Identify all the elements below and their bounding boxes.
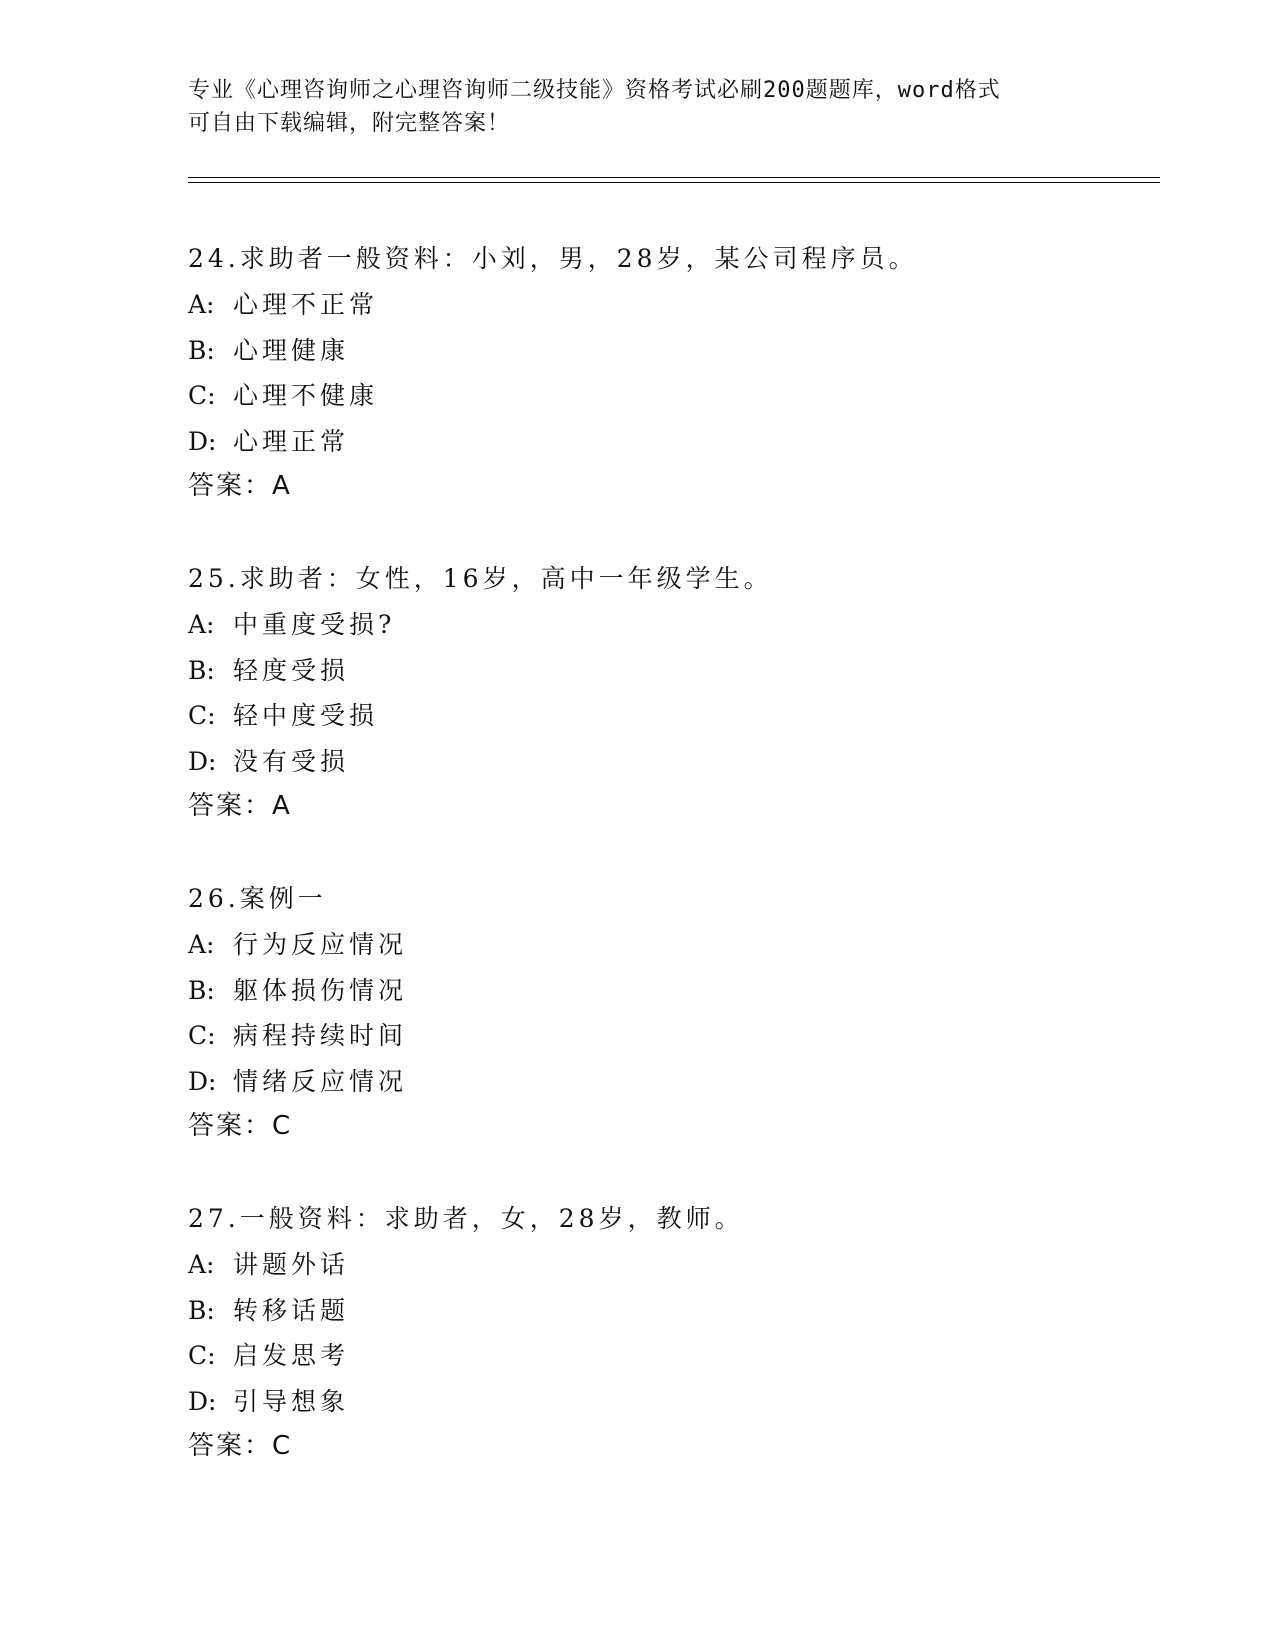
- question-stem: 24.求助者一般资料：小刘，男，28岁，某公司程序员。: [188, 244, 918, 273]
- option-a: [188, 922, 1188, 968]
- option-d: [188, 1379, 1188, 1425]
- option-a: [188, 282, 1188, 328]
- question-stem: 27.一般资料：求助者，女，28岁，教师。: [188, 1204, 744, 1233]
- question-stem: 26.案例一: [188, 884, 327, 913]
- option-d: [188, 739, 1188, 785]
- option-text: 病程持续时间: [233, 1021, 408, 1050]
- option-key: A:: [188, 930, 215, 959]
- option-text: 心理不健康: [233, 381, 379, 410]
- option-text: 没有受损: [233, 746, 350, 776]
- question-list: [188, 236, 1188, 1516]
- option-text: 轻度受损: [233, 655, 350, 685]
- option-c: [188, 373, 1188, 419]
- question-25: [188, 556, 1188, 876]
- answer-line: 答案：A: [188, 471, 292, 501]
- option-key: B:: [188, 335, 215, 365]
- option-text: 心理不正常: [233, 290, 379, 319]
- option-text: 心理健康: [233, 335, 350, 365]
- option-d: [188, 419, 1188, 465]
- option-c: [188, 693, 1188, 739]
- question-stem: 25.求助者：女性，16岁，高中一年级学生。: [188, 564, 773, 593]
- option-a: [188, 1242, 1188, 1288]
- option-c: [188, 1333, 1188, 1379]
- answer-line: 答案：A: [188, 791, 292, 821]
- option-key: C:: [188, 1341, 216, 1370]
- option-b: [188, 1288, 1188, 1334]
- option-text: 心理正常: [233, 426, 350, 456]
- option-text: 讲题外话: [233, 1250, 350, 1279]
- option-text: 情绪反应情况: [233, 1066, 408, 1096]
- option-key: C:: [188, 701, 216, 730]
- option-key: D:: [188, 746, 217, 776]
- document-header: [188, 74, 1088, 140]
- answer-line: 答案：C: [188, 1111, 293, 1141]
- option-text: 引导想象: [233, 1386, 350, 1416]
- option-text: 转移话题: [233, 1295, 350, 1325]
- answer-line: 答案：C: [188, 1431, 293, 1461]
- option-text: 躯体损伤情况: [233, 975, 408, 1005]
- header-divider-bottom: [188, 182, 1160, 183]
- option-a: [188, 602, 1188, 648]
- option-d: [188, 1059, 1188, 1105]
- option-b: [188, 648, 1188, 694]
- option-key: B:: [188, 975, 215, 1005]
- option-key: C:: [188, 381, 216, 410]
- option-key: A:: [188, 290, 215, 319]
- option-key: B:: [188, 655, 215, 685]
- option-text: 行为反应情况: [233, 930, 408, 959]
- option-text: 轻中度受损: [233, 701, 379, 730]
- question-27: [188, 1196, 1188, 1516]
- option-text: 中重度受损?: [233, 610, 396, 639]
- option-text: 启发思考: [233, 1341, 350, 1370]
- question-24: [188, 236, 1188, 556]
- option-key: D:: [188, 426, 217, 456]
- header-line-1: 专业《心理咨询师之心理咨询师二级技能》资格考试必刷200题题库，word格式: [188, 78, 1001, 103]
- option-key: C:: [188, 1021, 216, 1050]
- option-key: A:: [188, 610, 215, 639]
- option-b: [188, 968, 1188, 1014]
- question-26: [188, 876, 1188, 1196]
- header-divider-top: [188, 177, 1160, 178]
- option-b: [188, 328, 1188, 374]
- option-key: D:: [188, 1386, 217, 1416]
- option-key: D:: [188, 1066, 217, 1096]
- header-line-2: 可自由下载编辑，附完整答案！: [188, 111, 511, 136]
- option-key: A:: [188, 1250, 215, 1279]
- option-c: [188, 1013, 1188, 1059]
- option-key: B:: [188, 1295, 215, 1325]
